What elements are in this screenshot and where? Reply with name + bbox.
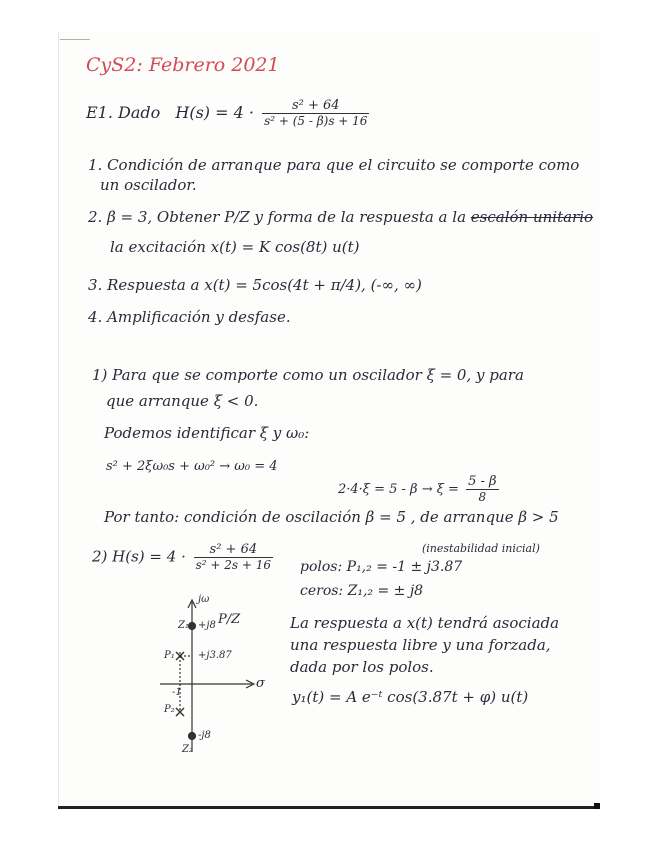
item-4: 4. Amplificación y desfase. xyxy=(88,308,291,326)
sol1-note: (inestabilidad inicial) xyxy=(422,542,540,555)
item-2-struck-text: escalón unitario xyxy=(470,208,594,226)
plot-z1-label: Z₁ xyxy=(178,620,189,631)
page-title: CyS2: Febrero 2021 xyxy=(86,54,280,76)
zeros-label: ceros: Z₁,₂ = ± j8 xyxy=(300,583,424,599)
plot-sigma-label: σ xyxy=(256,676,265,691)
item-3: 3. Respuesta a x(t) = 5cos(4t + π/4), (-∞, ∞) xyxy=(88,276,422,294)
sol2-den: s² + 2s + 16 xyxy=(195,558,272,572)
tf-numerator: s² + 64 xyxy=(262,98,369,114)
resp-line2: una respuesta libre y una forzada, xyxy=(290,636,551,654)
plot-z1-value: +j8 xyxy=(198,620,216,631)
item-1-cont: un oscilador. xyxy=(100,176,197,194)
item-2-excitation: la excitación x(t) = K cos(8t) u(t) xyxy=(110,238,360,256)
exercise-label: E1. Dado xyxy=(86,103,161,122)
sol1-line3: Podemos identificar ξ y ω₀: xyxy=(104,424,310,442)
plot-z2-value: -j8 xyxy=(198,730,211,741)
sol2-num: s² + 64 xyxy=(194,542,273,558)
plot-minus-one: -1 xyxy=(172,687,182,698)
poles-label: polos: P₁,₂ = -1 ± j3.87 xyxy=(300,559,463,575)
resp-line1: La respuesta a x(t) tendrá asociada xyxy=(290,614,560,632)
zero-upper xyxy=(189,623,196,630)
plot-p2-label: P₂ xyxy=(164,704,175,715)
tf-denominator: s² + (5 - β)s + 16 xyxy=(264,114,368,128)
sol1-line5: Por tanto: condición de oscilación β = 5 , de arranque β > 5 xyxy=(104,508,559,526)
gain: 4 · xyxy=(233,103,254,122)
item-1: 1. Condición de arranque para que el circuito se comporte como xyxy=(88,156,580,174)
plot-z2-label: Z₂ xyxy=(182,744,193,755)
sol2-label: 2) H(s) = 4 · xyxy=(92,547,186,566)
plot-jw-label: jω xyxy=(198,594,210,605)
sol1-line2: que arranque ξ < 0. xyxy=(106,392,259,410)
item-2-text: 2. β = 3, Obtener P/Z y forma de la respuesta a la xyxy=(88,208,467,226)
resp-line3: dada por los polos. xyxy=(290,658,434,676)
plot-p1-label: P₁ xyxy=(164,650,175,661)
plot-title: P/Z xyxy=(218,612,241,627)
resp-line4: y₁(t) = A e⁻ᵗ cos(3.87t + φ) u(t) xyxy=(292,688,529,706)
sol1-xi-num: 5 - β xyxy=(468,474,497,489)
transfer-function-label: H(s) = xyxy=(175,103,229,122)
plot-p1-value: +j3.87 xyxy=(198,650,232,661)
sol1-xi-den: 8 xyxy=(478,490,487,504)
zero-lower xyxy=(189,733,196,740)
sol1-xi-eq: 2·4·ξ = 5 - β → ξ = xyxy=(338,482,459,497)
sol1-line1: 1) Para que se comporte como un oscilador ξ = 0, y para xyxy=(92,366,524,384)
sol1-line4: s² + 2ξω₀s + ω₀² → ω₀ = 4 xyxy=(106,459,278,474)
